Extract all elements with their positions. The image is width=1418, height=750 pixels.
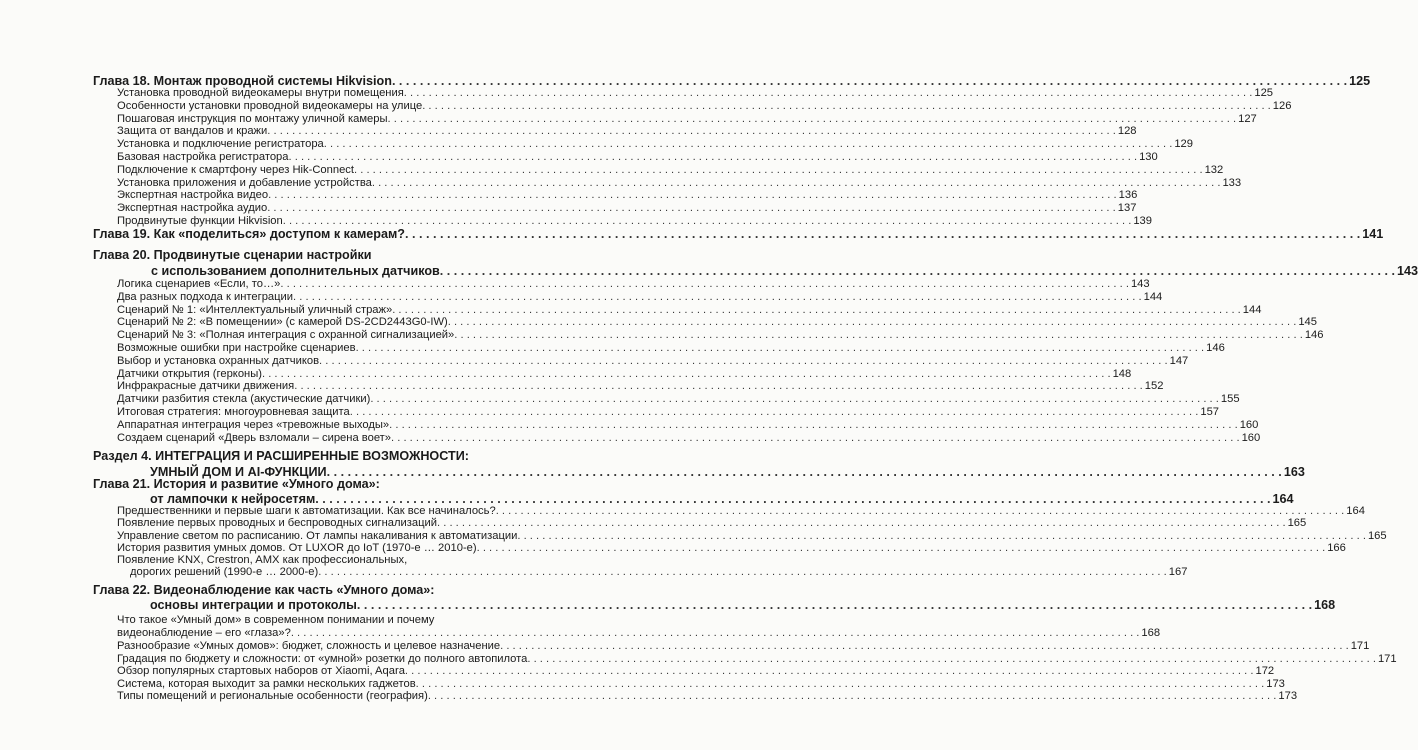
page-number: 145: [1298, 316, 1317, 329]
chapter-title: Глава 19. Как «поделиться» доступом к камерам?: [93, 227, 405, 241]
toc-chapter-21-title[interactable]: Глава 21. История и развитие «Умного дома»:: [93, 477, 380, 491]
page-number: 168: [1314, 598, 1336, 612]
entry-title: Выбор и установка охранных датчиков: [117, 354, 320, 367]
entry-title: Датчики разбития стекла (акустические датчики): [117, 393, 371, 406]
page-number: 167: [1168, 566, 1188, 578]
toc-entry[interactable]: [117, 151, 1158, 164]
entry-title: Обзор популярных стартовых наборов от Xiaomi, Aqara: [117, 665, 405, 677]
toc-entry[interactable]: [117, 665, 1275, 678]
toc-entry[interactable]: [117, 138, 1193, 151]
page-number: 157: [1200, 406, 1220, 418]
dot-leader: [388, 113, 1237, 126]
page-number: 127: [1238, 112, 1257, 125]
entry-title: Сценарий № 2: «В помещении» (с камерой DS-2CD2443G0-IW): [117, 316, 448, 329]
toc-entry-line[interactable]: Появление KNX, Crestron, AMX как профессиональных,: [117, 554, 408, 566]
toc-entry[interactable]: [117, 505, 1365, 518]
page-number: 152: [1144, 380, 1164, 393]
toc-chapter-20-title[interactable]: Глава 20. Продвинутые сценарии настройки: [93, 248, 372, 262]
entry-title: Продвинутые функции Hikvision: [117, 215, 283, 227]
toc-entry-line[interactable]: Что такое «Умный дом» в современном понимании и почему: [117, 614, 435, 626]
page-number: 129: [1174, 138, 1193, 151]
toc-entry[interactable]: [117, 652, 1397, 666]
page-number: 168: [1141, 627, 1161, 639]
page-number: 155: [1220, 393, 1240, 406]
entry-title: Инфракрасные датчики движения: [117, 380, 295, 393]
toc-entry[interactable]: [130, 566, 1188, 579]
toc-entry[interactable]: [117, 176, 1242, 190]
page-number: 171: [1350, 640, 1370, 652]
dot-leader: [319, 355, 1168, 368]
dot-leader: [392, 304, 1241, 317]
entry-title: История развития умных домов. От LUXOR до IoT (1970-е … 2010-е): [117, 542, 477, 555]
dot-leader: [318, 566, 1167, 579]
page-number: 148: [1112, 367, 1132, 380]
dot-leader: [293, 291, 1142, 304]
page-number: 146: [1304, 329, 1324, 342]
entry-title: Сценарий № 3: «Полная интеграция с охранной сигнализацией»: [117, 329, 455, 342]
toc-entry[interactable]: [117, 418, 1259, 432]
dot-leader: [289, 151, 1138, 164]
page-number: 160: [1239, 418, 1259, 431]
toc-entry[interactable]: [117, 189, 1138, 202]
page-number: 139: [1133, 215, 1152, 227]
toc-entry[interactable]: [117, 529, 1387, 543]
entry-title-continued: видеонаблюдение – его «глаза»?: [117, 627, 291, 639]
toc-chapter-19[interactable]: [93, 227, 1384, 242]
entry-title: Градация по бюджету и сложности: от «умной» розетки до полного автопилота: [117, 652, 528, 665]
toc-entry[interactable]: [117, 316, 1317, 329]
dot-leader: [372, 177, 1221, 190]
entry-title: Типы помещений и региональные особенности (география): [117, 690, 428, 702]
toc-section-4-title[interactable]: Раздел 4. ИНТЕГРАЦИЯ И РАСШИРЕННЫЕ ВОЗМОЖНОСТИ:: [93, 449, 469, 463]
chapter-title-continued: основы интеграции и протоколы: [150, 598, 357, 612]
page-number: 144: [1242, 303, 1262, 316]
dot-leader: [422, 100, 1271, 113]
dot-leader: [437, 517, 1286, 530]
dot-leader: [327, 465, 1282, 480]
toc-entry[interactable]: [117, 517, 1307, 530]
entry-title: Установка приложения и добавление устройства: [117, 176, 372, 189]
toc-entry[interactable]: [117, 290, 1163, 304]
page-number: 141: [1362, 227, 1384, 241]
dot-leader: [267, 202, 1116, 215]
dot-leader: [477, 542, 1326, 555]
entry-title: Установка и подключение регистратора: [117, 138, 324, 151]
toc-entry[interactable]: [117, 627, 1161, 640]
dot-leader: [267, 125, 1116, 138]
page-number: 144: [1143, 290, 1163, 303]
page-number: 147: [1169, 354, 1189, 367]
dot-leader: [262, 368, 1111, 381]
page-number: 128: [1117, 125, 1137, 138]
entry-title: Пошаговая инструкция по монтажу уличной камеры: [117, 112, 388, 125]
entry-title: Итоговая стратегия: многоуровневая защита: [117, 406, 350, 418]
entry-title: Управление светом по расписанию. От лампы накаливания к автоматизации: [117, 529, 518, 542]
chapter-title-continued: с использованием дополнительных датчиков: [151, 264, 440, 278]
entry-title: Базовая настройка регистратора: [117, 151, 289, 163]
toc-entry[interactable]: [117, 87, 1274, 100]
entry-title: Разнообразие «Умных домов»: бюджет, сложность и целевое назначение: [117, 640, 501, 652]
page-number: 172: [1255, 665, 1275, 677]
dot-leader: [496, 505, 1345, 518]
dot-leader: [405, 665, 1254, 678]
dot-leader: [280, 278, 1129, 291]
toc-entry[interactable]: [117, 380, 1164, 393]
entry-title: Предшественники и первые шаги к автоматизации. Как все начиналось?: [117, 505, 496, 517]
page-number: 133: [1222, 176, 1242, 189]
page-number: 164: [1272, 492, 1294, 506]
toc-entry[interactable]: [117, 393, 1240, 406]
page-number: 143: [1397, 264, 1418, 278]
page-number: 136: [1118, 189, 1138, 202]
entry-title: Установка проводной видеокамеры внутри помещения: [117, 87, 404, 99]
toc-entry[interactable]: [117, 329, 1324, 342]
dot-leader: [500, 640, 1349, 653]
entry-title: Аппаратная интеграция через «тревожные выходы»: [117, 418, 390, 431]
dot-leader: [357, 598, 1312, 613]
page-number: 165: [1287, 517, 1307, 530]
dot-leader: [440, 264, 1395, 279]
dot-leader: [324, 138, 1173, 151]
page-number: 137: [1117, 202, 1137, 215]
page-number: 125: [1254, 87, 1274, 99]
page-number: 146: [1206, 342, 1225, 354]
entry-title: Датчики открытия (герконы): [117, 367, 262, 380]
toc-entry[interactable]: [117, 690, 1298, 703]
dot-leader: [354, 164, 1203, 177]
entry-title: Два разных подхода к интеграции: [117, 290, 294, 303]
section-title-continued: УМНЫЙ ДОМ И AI-ФУНКЦИИ: [150, 465, 327, 479]
entry-title: Особенности установки проводной видеокамеры на улице: [117, 99, 423, 112]
dot-leader: [454, 329, 1303, 342]
entry-title: Экспертная настройка аудио: [117, 202, 268, 215]
entry-title: Возможные ошибки при настройке сценариев: [117, 342, 356, 354]
dot-leader: [291, 627, 1140, 640]
entry-title: Экспертная настройка видео: [117, 189, 269, 202]
toc-entry[interactable]: [117, 202, 1137, 215]
toc-entry[interactable]: [117, 99, 1292, 113]
dot-leader: [350, 406, 1199, 419]
dot-leader: [428, 690, 1277, 703]
page-number: 143: [1130, 278, 1150, 290]
entry-title: Подключение к смартфону через Hik-Connect: [117, 163, 355, 176]
dot-leader: [448, 316, 1297, 329]
dot-leader: [391, 432, 1240, 445]
toc-entry[interactable]: [117, 406, 1220, 419]
page-number: 125: [1349, 74, 1371, 88]
dot-leader: [404, 87, 1253, 100]
toc-entry[interactable]: [117, 367, 1132, 381]
dot-leader: [416, 678, 1265, 691]
page-number: 173: [1278, 690, 1298, 702]
page-number: 160: [1241, 431, 1261, 444]
toc-entry[interactable]: [117, 677, 1285, 691]
toc-entry[interactable]: [117, 163, 1224, 177]
dot-leader: [370, 393, 1219, 406]
chapter-title: Глава 18. Монтаж проводной системы Hikvision: [93, 74, 392, 88]
toc-chapter-20[interactable]: [151, 264, 1418, 279]
dot-leader: [405, 227, 1360, 242]
dot-leader: [268, 189, 1117, 202]
toc-chapter-22[interactable]: [150, 598, 1336, 613]
page-number: 163: [1283, 465, 1305, 479]
toc-entry[interactable]: [117, 354, 1189, 368]
toc-entry[interactable]: [117, 640, 1370, 653]
page-number: 166: [1327, 542, 1346, 555]
page-number: 130: [1139, 151, 1158, 163]
page-number: 164: [1346, 505, 1365, 517]
toc-entry[interactable]: [117, 278, 1150, 291]
entry-title: Создаем сценарий «Дверь взломали – сирена воет»: [117, 431, 392, 444]
entry-title: Защита от вандалов и кражи: [117, 125, 268, 138]
toc-entry[interactable]: [117, 125, 1137, 138]
entry-title: Система, которая выходит за рамки нескольких гаджетов: [117, 677, 416, 690]
page-number: 126: [1272, 99, 1292, 112]
entry-title: Логика сценариев «Если, то…»: [117, 278, 281, 290]
page-number: 132: [1204, 163, 1224, 176]
dot-leader: [294, 380, 1143, 393]
page-number: 173: [1266, 677, 1285, 690]
dot-leader: [389, 419, 1238, 432]
entry-title: Сценарий № 1: «Интеллектуальный уличный страж»: [117, 303, 393, 316]
entry-title-continued: дорогих решений (1990-е … 2000-е): [130, 566, 319, 578]
entry-title: Появление первых проводных и беспроводных сигнализаций: [117, 517, 438, 530]
page-number: 171: [1377, 652, 1397, 665]
toc-entry[interactable]: [117, 431, 1261, 445]
dot-leader: [517, 530, 1366, 543]
toc-entry[interactable]: [117, 342, 1225, 355]
chapter-title-continued: от лампочки к нейросетям: [150, 492, 316, 506]
dot-leader: [356, 342, 1205, 355]
dot-leader: [527, 653, 1376, 666]
toc-chapter-22-title[interactable]: Глава 22. Видеонаблюдение как часть «Умного дома»:: [93, 583, 435, 597]
toc-entry[interactable]: [117, 303, 1262, 317]
toc-entry[interactable]: [117, 112, 1257, 126]
page-number: 165: [1367, 529, 1387, 542]
